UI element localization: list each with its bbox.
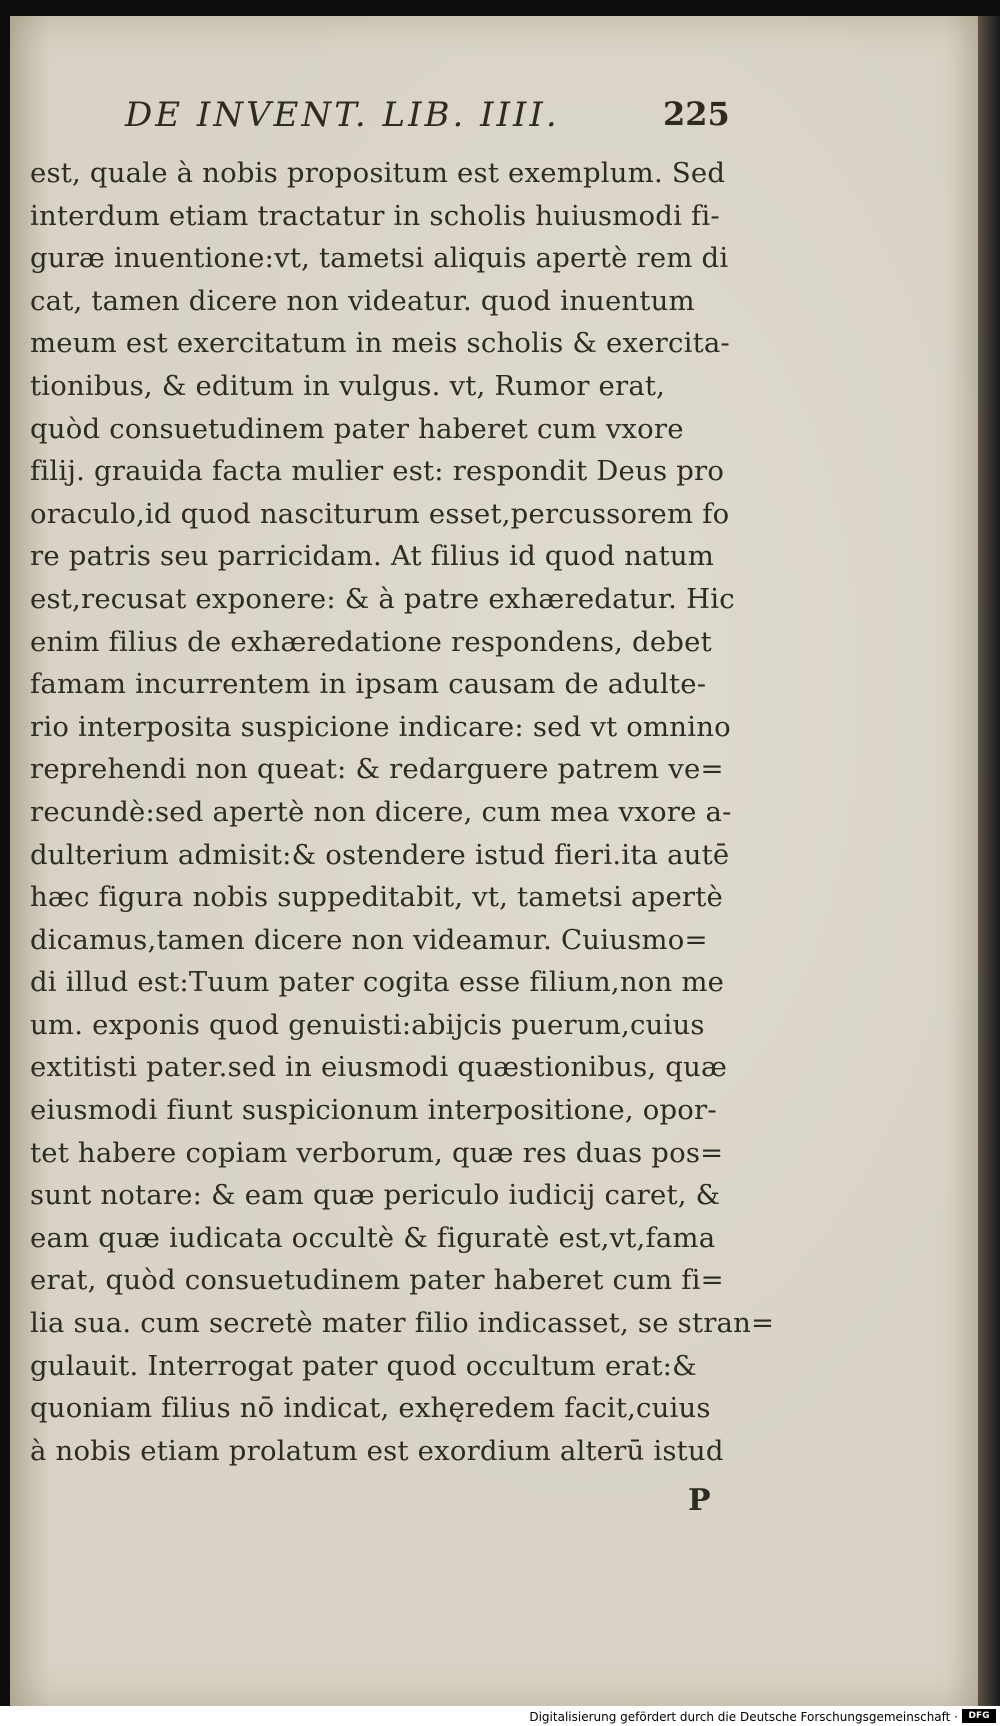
text-line: gulauit. Interrogat pater quod occultum erat:&	[30, 1349, 697, 1382]
text-line: hæc figura nobis suppeditabit, vt, tametsi apertè	[30, 881, 723, 914]
text-line: um. exponis quod genuisti:abijcis puerum,cuius	[30, 1008, 705, 1041]
text-line: famam incurrentem in ipsam causam de adulte-	[30, 668, 707, 701]
text-line: à nobis etiam prolatum est exordium alterū istud	[30, 1434, 724, 1467]
text-line: filij. grauida facta mulier est: respondit Deus pro	[30, 455, 725, 488]
text-line: re patris seu parricidam. At filius id quod natum	[30, 540, 715, 573]
text-line: dicamus,tamen dicere non videamur. Cuiusmo=	[30, 923, 708, 956]
dfg-logo: DFG	[962, 1709, 996, 1723]
text-line: quoniam filius nō indicat, exhęredem facit,cuius	[30, 1392, 711, 1425]
text-line: extitisti pater.sed in eiusmodi quæstionibus, quæ	[30, 1051, 728, 1084]
funding-credit: Digitalisierung gefördert durch die Deutsche Forschungsgemeinschaft ·	[529, 1710, 958, 1724]
text-line: interdum etiam tractatur in scholis huiusmodi fi-	[30, 199, 720, 232]
text-line: eiusmodi fiunt suspicionum interpositione, opor-	[30, 1094, 717, 1127]
page-edge-shadow	[978, 16, 1000, 1706]
text-line: guræ inuentione:vt, tametsi aliquis apertè rem di	[30, 242, 729, 275]
text-line: eam quæ iudicata occultè & figuratè est,vt,fama	[30, 1221, 716, 1254]
text-line: lia sua. cum secretè mater filio indicasset, se stran=	[30, 1307, 775, 1340]
body-text	[30, 152, 775, 1472]
text-line: est,recusat exponere: & à patre exhæredatur. Hic	[30, 582, 735, 615]
text-line: dulterium admisit:& ostendere istud fieri.ita autē	[30, 838, 730, 871]
text-line: quòd consuetudinem pater haberet cum vxore	[30, 412, 684, 445]
footer-strip	[0, 1706, 1000, 1726]
text-line: meum est exercitatum in meis scholis & exercita-	[30, 327, 730, 360]
running-header	[125, 95, 730, 143]
text-line: tet habere copiam verborum, quæ res duas pos=	[30, 1136, 724, 1169]
text-line: erat, quòd consuetudinem pater haberet cum fi=	[30, 1264, 724, 1297]
text-line: reprehendi non queat: & redarguere patrem ve=	[30, 753, 724, 786]
text-line: est, quale à nobis propositum est exemplum. Sed	[30, 157, 726, 189]
signature-mark: P	[688, 1483, 711, 1518]
text-line: tionibus, & editum in vulgus. vt, Rumor erat,	[30, 369, 666, 402]
text-line: recundè:sed apertè non dicere, cum mea vxore a-	[30, 795, 732, 828]
running-title: DE INVENT. LIB. IIII.	[125, 95, 560, 135]
text-line: enim filius de exhæredatione respondens, debet	[30, 625, 712, 658]
text-line: cat, tamen dicere non videatur. quod inuentum	[30, 284, 695, 317]
text-line: rio interposita suspicione indicare: sed vt omnino	[30, 710, 731, 743]
text-line: oraculo,id quod nasciturum esset,percussorem fo	[30, 497, 730, 530]
page-number: 225	[663, 95, 730, 133]
text-line: sunt notare: & eam quæ periculo iudicij caret, &	[30, 1179, 721, 1212]
text-line: di illud est:Tuum pater cogita esse filium,non me	[30, 966, 725, 999]
